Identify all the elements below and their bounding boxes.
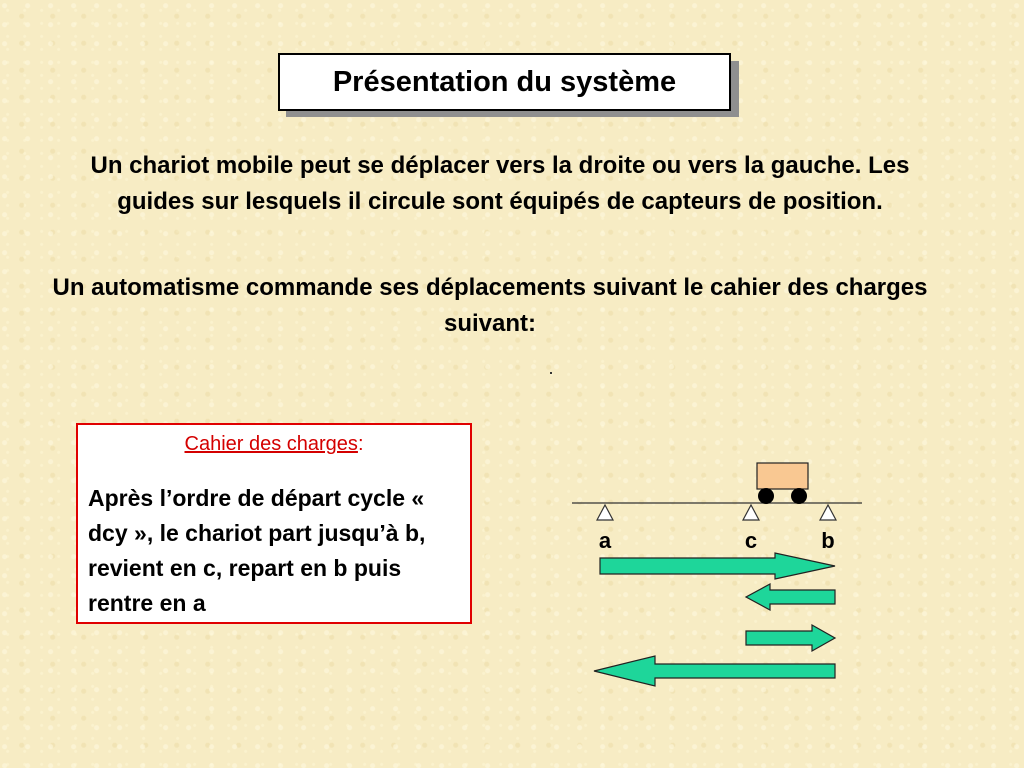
arrow-c-to-b	[746, 625, 835, 651]
cahier-title-colon: :	[357, 433, 364, 455]
cahier-text: Après l’ordre de départ cycle « dcy », le chariot part jusqu’à b, revient en c, repart en b puis rentre en a	[88, 485, 426, 616]
sensor-b-label: b	[821, 528, 835, 553]
cart-wheel-left	[758, 488, 774, 504]
cart-body	[757, 463, 808, 489]
cart-wheel-right	[791, 488, 807, 504]
arrow-b-to-c	[746, 584, 835, 610]
intro-paragraph-1: Un chariot mobile peut se déplacer vers la droite ou vers la gauche. Les guides sur lesquels il circule sont équipés de capteurs de position.	[90, 152, 910, 215]
arrow-b-to-a	[594, 656, 835, 686]
sensor-a-triangle	[597, 505, 613, 520]
sensor-c-triangle	[743, 505, 759, 520]
cahier-title-label: Cahier des charges	[184, 433, 358, 455]
sensor-a-label: a	[598, 528, 612, 553]
sensor-c-label: c	[744, 528, 758, 553]
intro-paragraph-2: Un automatisme commande ses déplacements suivant le cahier des charges suivant:	[52, 274, 928, 337]
sensor-b-triangle	[820, 505, 836, 520]
page-title: Présentation du système	[278, 53, 731, 111]
arrow-a-to-b	[600, 553, 835, 579]
